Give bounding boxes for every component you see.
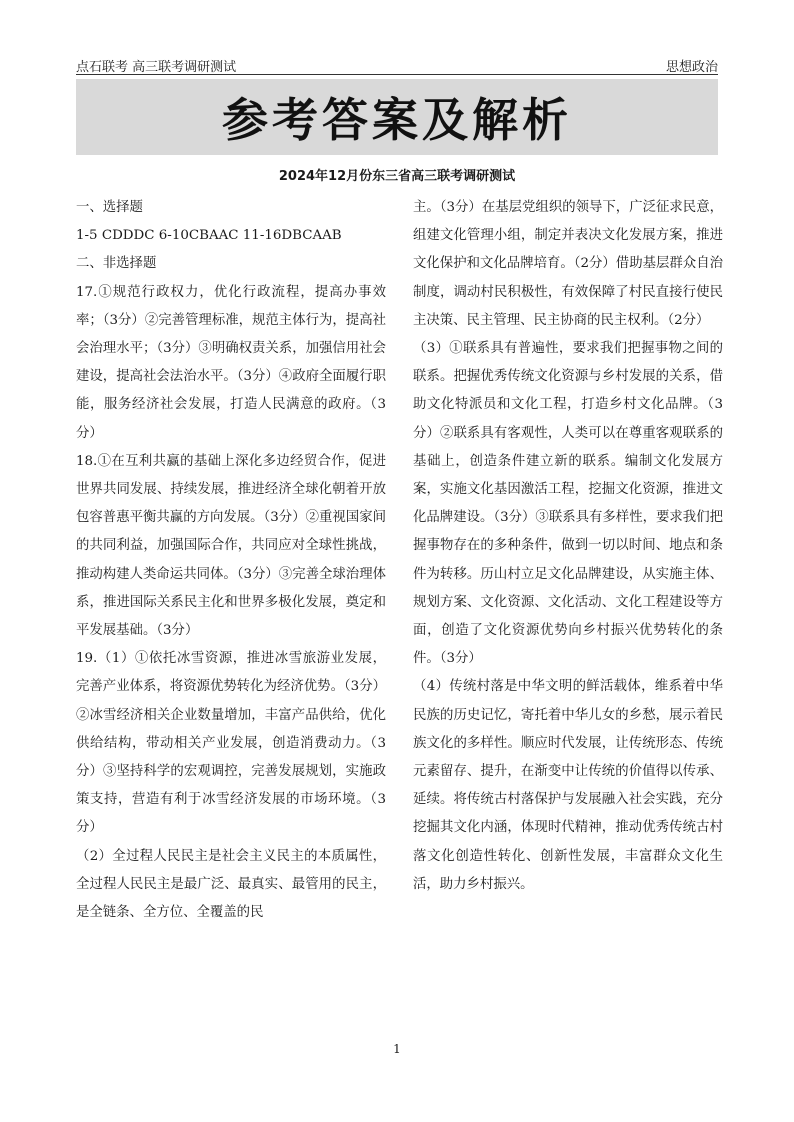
paragraph: 主。（3分）在基层党组织的领导下，广泛征求民意，组建文化管理小组，制定并表决文化发展方案，推进文化保护和文化品牌培育。（2分）借助基层群众自治制度，调动村民积极性，有效保障了村民直接行使民主决策、民主管理、民主协商的民主权利。（2分） (413, 200, 723, 328)
paragraph: 一、选择题 (76, 200, 143, 215)
paragraph: 18.①在互利共赢的基础上深化多边经贸合作，促进世界共同发展、持续发展，推进经济全球化朝着开放包容普惠平衡共赢的方向发展。（3分）②重视国家间的共同利益，加强国际合作，共同应对全球性挑战，推动构建人类命运共同体。（3分）③完善全球治理体系，推进国际关系民主化和世界多极化发展，奠定和平发展基础。（3分） (76, 453, 386, 639)
title-banner (76, 79, 718, 155)
paragraph: （3）①联系具有普遍性，要求我们把握事物之间的联系。把握优秀传统文化资源与乡村发展的关系，借助文化特派员和文化工程，打造乡村文化品牌。（3分）②联系具有客观性，人类可以在尊重客观联系的基础上，创造条件建立新的联系。编制文化发展方案，实施文化基因激活工程，挖掘文化资源，推进文化品牌建设。（3分）③联系具有多样性，要求我们把握事物存在的多种条件，做到一切以时间、地点和条件为转移。历山村立足文化品牌建设，从实施主体、规划方案、文化资源、文化活动、文化工程建设等方面，创造了文化资源优势向乡村振兴优势转化的条件。（3分） (413, 341, 723, 667)
exam-subtitle: 2024年12月份东三省高三联考调研测试 (278, 169, 516, 184)
left-column (76, 194, 386, 927)
paragraph: 19.（1）①依托冰雪资源，推进冰雪旅游业发展，完善产业体系，将资源优势转化为经济优势。（3分）②冰雪经济相关企业数量增加，丰富产品供给，优化供给结构，带动相关产业发展，创造消费动力。（3分）③坚持科学的宏观调控，完善发展规划，实施政策支持，营造有利于冰雪经济发展的市场环境。（3分） (76, 651, 386, 836)
paragraph: 二、非选择题 (76, 256, 157, 272)
right-column (413, 194, 723, 899)
paragraph: （4）传统村落是中华文明的鲜活载体，维系着中华民族的历史记忆，寄托着中华儿女的乡愁，展示着民族文化的多样性。顺应时代发展，让传统形态、传统元素留存、提升，在渐变中让传统的价值得以传承、延续。将传统古村落保护与发展融入社会实践，充分挖掘其文化内涵，体现时代精神，推动优秀传统古村落文化创造性转化、创新性发展，丰富群众文化生活，助力乡村振兴。 (413, 679, 723, 892)
page-number: 1 (393, 1042, 401, 1056)
header-exam-name: 点石联考 高三联考调研测试 (76, 60, 237, 75)
paragraph: 1-5 CDDDC 6-10CBAAC 11-16DBCAAB (76, 228, 342, 244)
header-divider (76, 74, 718, 75)
paragraph: （2）全过程人民民主是社会主义民主的本质属性，全过程人民民主是最广泛、最真实、最管用的民主，是全链条、全方位、全覆盖的民 (76, 848, 386, 921)
paragraph: 17.①规范行政权力，优化行政流程，提高办事效率；（3分）②完善管理标准，规范主体行为，提高社会治理水平；（3分）③明确权责关系，加强信用社会建设，提高社会法治水平。（3分）④政府全面履行职能，服务经济社会发展，打造人民满意的政府。（3分） (76, 284, 386, 441)
header-subject: 思想政治 (665, 60, 718, 75)
page-title: 参考答案及解析 (222, 93, 572, 147)
